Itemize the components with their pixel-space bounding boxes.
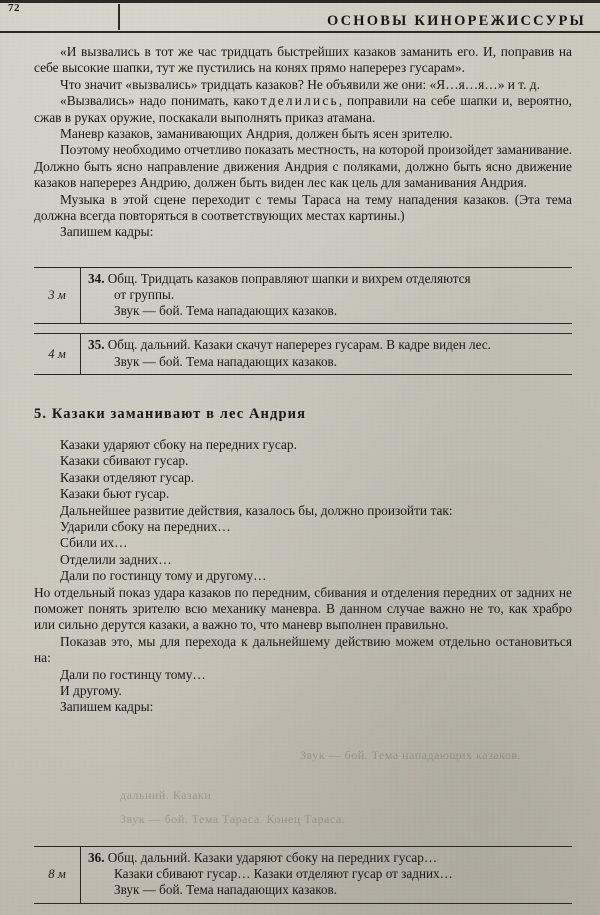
shot-text: Общ. дальний. Казаки ударяют сбоку на передних гусар…	[107, 850, 438, 865]
list-item: И другому.	[60, 682, 122, 698]
section-title: Казаки заманивают в лес Андрия	[51, 405, 307, 422]
shot-number: 36.	[88, 850, 105, 865]
list-item: Ударили сбоку на передних…	[60, 518, 231, 534]
list-item: Казаки бьют гусар.	[60, 486, 170, 502]
shot-list-top	[34, 267, 572, 375]
shot-row	[34, 267, 572, 325]
shot-line: Звук — бой. Тема нападающих казаков.	[114, 882, 338, 898]
section-heading	[34, 406, 572, 423]
shot-text: Общ. Тридцать казаков поправляют шапки и вихрем отделяются	[107, 270, 471, 286]
list-item: Запишем кадры:	[60, 699, 154, 715]
paragraph: Что значит «вызвались» тридцать казаков? Не объявили же они: «Я…я…я…» и т. д.	[60, 76, 540, 92]
shot-text: Общ. дальний. Казаки скачут наперерез гусарам. В кадре виден лес.	[107, 337, 491, 353]
paragraph: Маневр казаков, заманивающих Андрия, должен быть ясен зрителю.	[60, 126, 453, 142]
paragraph-part-b: , поправили на себе шапки и, вероятно, сжав в руках оружие, поскакали выполнять приказ атамана.	[34, 93, 572, 125]
header-rule-bottom	[0, 31, 600, 33]
paragraph-part-a: «Вызвались» надо понимать, как	[60, 93, 253, 109]
shot-row	[34, 846, 572, 904]
list-item: Дали по гостинцу тому…	[60, 666, 206, 682]
shot-line	[88, 337, 568, 353]
list-item: Сбили их…	[60, 535, 128, 551]
shot-line: от группы.	[114, 287, 175, 303]
paragraph-with-spaced-emphasis	[34, 93, 572, 126]
shot-line: Казаки сбивают гусар… Казаки отделяют гусар от задних…	[114, 866, 453, 882]
spacer	[34, 241, 572, 263]
section-line-list	[34, 437, 572, 585]
spacer	[34, 384, 572, 406]
shot-line: Звук — бой. Тема нападающих казаков.	[114, 353, 338, 369]
showthrough-text: дальний. Казаки	[120, 788, 212, 802]
shot-row	[34, 333, 572, 374]
page-number: 72	[8, 2, 20, 14]
list-item: Отделили задних…	[60, 551, 172, 567]
paragraph: Но отдельный показ удара казаков по передним, сбивания и отделения передних от задних не поможет понять зрителю всю механику маневра. В данном случае важно не то, как храбро или сильно дерутся казаки, а важно то, что маневр выполнен правильно.	[34, 584, 572, 633]
shot-line	[88, 850, 568, 866]
shot-line: Звук — бой. Тема нападающих казаков.	[114, 303, 338, 319]
showthrough-text: Звук — бой. Тема Тараса. Конец Тараса.	[120, 812, 346, 826]
header-rule-top	[0, 0, 600, 3]
paragraph: «И вызвались в тот же час тридцать быстрейших казаков заманить его. И, поправив на себе высокие шапки, тут же пустились на конях прямо наперерез гусарам».	[34, 44, 572, 76]
list-item: Казаки ударяют сбоку на передних гусар.	[60, 436, 297, 452]
shot-description	[81, 334, 572, 373]
shot-list-bottom	[34, 846, 572, 913]
showthrough-text: Звук — бой. Тема нападающих казаков.	[300, 748, 521, 762]
shot-description	[81, 847, 572, 903]
list-item: Дальнейшее развитие действия, казалось бы, должно произойти так:	[60, 502, 453, 518]
shot-duration: 3 м	[34, 268, 81, 324]
spacer	[34, 423, 572, 437]
section-number: 5.	[34, 405, 48, 422]
shot-description	[81, 268, 572, 324]
paragraph: Поэтому необходимо отчетливо показать местность, на которой произойдет заманивание. Должно быть ясно направление движения Андрия с поляками, должно быть ясно движение казаков наперерез Андрию, должен быть виден лес как цель для заманивания Андрия.	[34, 142, 572, 191]
shot-duration: 4 м	[34, 334, 81, 373]
page-header	[0, 0, 600, 34]
shot-line	[88, 271, 568, 287]
shot-duration: 8 м	[34, 847, 81, 903]
section-line-list-2	[34, 667, 572, 716]
running-title: ОСНОВЫ КИНОРЕЖИССУРЫ	[326, 13, 586, 29]
paragraph: Запишем кадры:	[60, 224, 154, 240]
spaced-emphasis: отделились	[252, 93, 339, 109]
list-item: Дали по гостинцу тому и другому…	[60, 568, 267, 584]
shot-number: 34.	[88, 270, 105, 286]
paragraph: Показав это, мы для перехода к дальнейшему действию можем отдельно остановиться на:	[34, 633, 572, 666]
paragraph: Музыка в этой сцене переходит с темы Тараса на тему нападения казаков. (Эта тема должна всегда повторяться в соответствующих местах картины.)	[34, 191, 572, 224]
shot-number: 35.	[88, 337, 105, 353]
list-item: Казаки сбивают гусар.	[60, 453, 189, 469]
list-item: Казаки отделяют гусар.	[60, 469, 195, 485]
page-body	[34, 44, 572, 716]
